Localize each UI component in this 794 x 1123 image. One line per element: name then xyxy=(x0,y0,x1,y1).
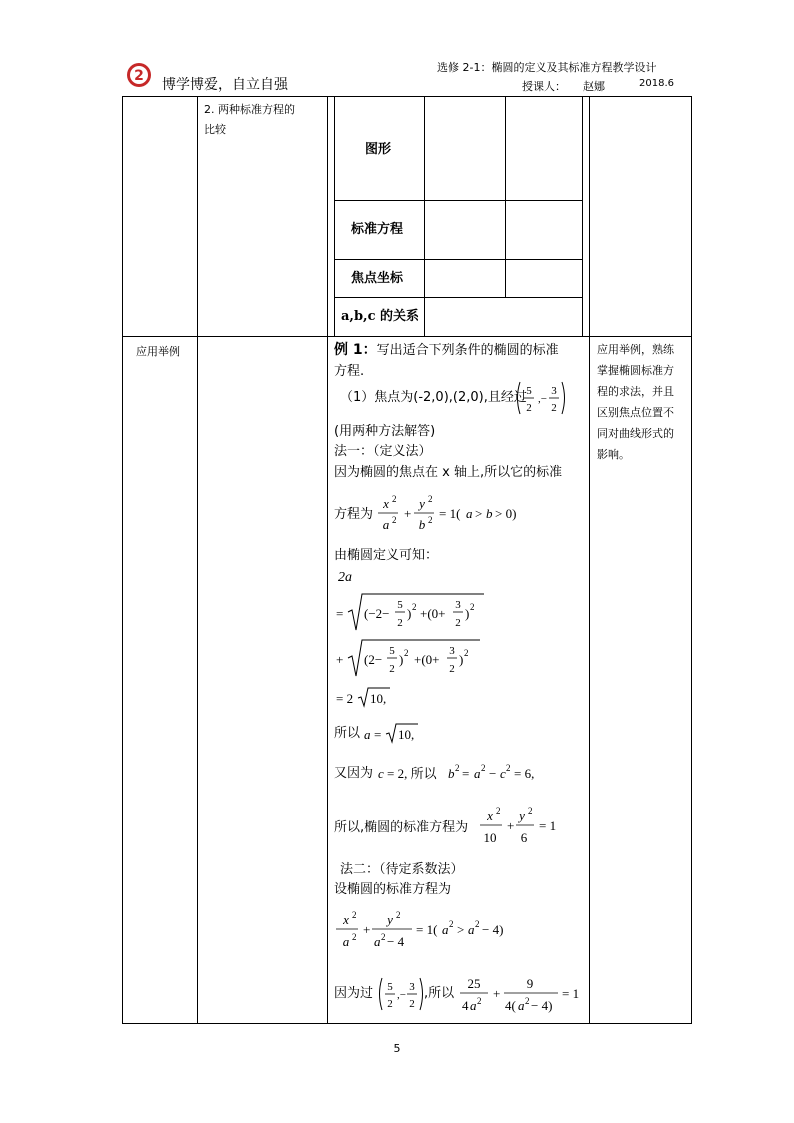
svg-text:+(0+: +(0+ xyxy=(414,652,440,667)
substituted-equation xyxy=(458,972,584,1018)
result-2sqrt10 xyxy=(334,684,424,710)
svg-text:2: 2 xyxy=(392,494,397,504)
svg-text:,−: ,− xyxy=(538,393,547,405)
svg-text:2: 2 xyxy=(387,998,393,1010)
svg-text:6: 6 xyxy=(520,830,528,845)
svg-text:2: 2 xyxy=(481,763,486,773)
svg-text:=: = xyxy=(462,766,470,781)
a-equals-sqrt10 xyxy=(362,720,432,746)
svg-text:+: + xyxy=(336,652,344,667)
svg-text:4: 4 xyxy=(462,998,469,1013)
svg-text:(−2−: (−2− xyxy=(364,606,390,621)
label-focus-coordinates: 焦点坐标 xyxy=(351,271,404,286)
example-title-line2: 方程. xyxy=(334,364,365,379)
svg-text:2: 2 xyxy=(449,919,454,929)
math-2a: 2a xyxy=(338,570,352,585)
svg-text:25: 25 xyxy=(467,976,481,991)
condition-1: （1）焦点为(-2,0),(2,0),且经过 xyxy=(340,390,527,405)
svg-text:b: b xyxy=(486,506,493,521)
svg-text:= 1: = 1 xyxy=(539,818,557,833)
svg-text:−: − xyxy=(489,766,497,781)
method-two-heading: 法二：（待定系数法） xyxy=(340,862,464,877)
svg-text:= 2, 所以: = 2, 所以 xyxy=(387,766,437,781)
svg-text:x: x xyxy=(343,912,349,927)
svg-text:+(0+: +(0+ xyxy=(420,606,446,621)
section-title-line1: 2. 两种标准方程的 xyxy=(204,103,295,116)
also-prefix: 又因为 xyxy=(334,766,374,781)
svg-text:a: a xyxy=(466,506,473,521)
section-title-line2: 比较 xyxy=(204,123,226,136)
svg-text:2: 2 xyxy=(428,494,433,504)
example-title: 例 1：写出适合下列条件的椭圆的标准 xyxy=(334,342,559,358)
svg-text:3: 3 xyxy=(551,385,557,397)
svg-text:a: a xyxy=(442,922,449,937)
label-abc-relation: a,b,c 的关系 xyxy=(341,309,420,324)
svg-text:2: 2 xyxy=(455,763,460,773)
svg-text:3: 3 xyxy=(455,599,461,611)
pass-prefix: 因为过 xyxy=(334,986,374,1001)
document-date: 2018.6 xyxy=(639,78,674,89)
svg-text:2: 2 xyxy=(475,919,480,929)
svg-text:9: 9 xyxy=(526,976,534,991)
svg-text:=: = xyxy=(374,727,382,742)
document-title: 选修 2-1：椭圆的定义及其标准方程教学设计 xyxy=(437,61,657,74)
c-and-b-values xyxy=(376,758,556,786)
svg-text:2: 2 xyxy=(428,515,433,525)
svg-text:2: 2 xyxy=(506,763,511,773)
school-motto: 博学博爱，自立自强 xyxy=(162,77,288,93)
focus-axis-statement: 因为椭圆的焦点在 x 轴上,所以它的标准 xyxy=(334,465,563,480)
svg-text:= 1(: = 1( xyxy=(416,922,438,937)
svg-text:2: 2 xyxy=(464,648,469,658)
svg-text:5: 5 xyxy=(387,981,393,993)
svg-text:= 1(: = 1( xyxy=(439,506,461,521)
svg-text:a: a xyxy=(518,998,525,1013)
assumed-equation xyxy=(334,908,524,954)
svg-text:2: 2 xyxy=(551,402,557,414)
svg-text:+: + xyxy=(404,506,412,521)
svg-text:= 2: = 2 xyxy=(336,691,354,706)
svg-text:): ) xyxy=(465,606,470,621)
svg-text:c: c xyxy=(500,766,506,781)
svg-text:2: 2 xyxy=(477,996,482,1006)
svg-text:3: 3 xyxy=(449,645,455,657)
teacher-name: 赵娜 xyxy=(583,80,605,93)
svg-text:a: a xyxy=(374,934,381,949)
svg-text:): ) xyxy=(407,606,412,621)
svg-text:2: 2 xyxy=(381,932,386,942)
page-number: 5 xyxy=(393,1042,401,1055)
category-application: 应用举例 xyxy=(136,345,180,358)
svg-text:2: 2 xyxy=(496,806,501,816)
svg-text:2: 2 xyxy=(404,648,409,658)
svg-text:− 4: − 4 xyxy=(387,934,405,949)
svg-text:2: 2 xyxy=(528,806,533,816)
svg-text:5: 5 xyxy=(526,385,532,397)
svg-text:x: x xyxy=(487,808,493,823)
svg-text:2: 2 xyxy=(389,663,395,675)
svg-text:c: c xyxy=(378,766,384,781)
svg-text:− 4): − 4) xyxy=(531,998,553,1013)
svg-text:>: > xyxy=(457,922,465,937)
svg-text:2: 2 xyxy=(352,910,357,920)
svg-text:b: b xyxy=(418,517,426,532)
svg-text:+: + xyxy=(507,818,515,833)
svg-text:+: + xyxy=(493,986,501,1001)
svg-text:y: y xyxy=(387,912,393,927)
point-fraction-2 xyxy=(376,976,426,1012)
distance-term-1 xyxy=(334,590,494,638)
result-intro: 所以,椭圆的标准方程为 xyxy=(334,820,469,835)
svg-text:a: a xyxy=(382,517,390,532)
distance-term-2 xyxy=(334,636,494,684)
label-graph: 图形 xyxy=(365,142,392,157)
svg-text:>: > xyxy=(475,506,483,521)
method-one-heading: 法一：（定义法） xyxy=(334,444,432,459)
svg-text:2: 2 xyxy=(525,996,530,1006)
svg-text:5: 5 xyxy=(389,645,395,657)
svg-text:y: y xyxy=(419,496,425,511)
svg-text:x: x xyxy=(383,496,389,511)
standard-form-equation xyxy=(376,492,526,536)
svg-text:10,: 10, xyxy=(370,691,387,706)
svg-text:2: 2 xyxy=(134,68,144,84)
definition-statement: 由椭圆定义可知： xyxy=(334,548,439,563)
svg-text:− 4): − 4) xyxy=(482,922,504,937)
svg-text:2: 2 xyxy=(397,617,403,629)
svg-text:=: = xyxy=(336,606,344,621)
svg-text:2: 2 xyxy=(352,932,357,942)
svg-text:= 6,: = 6, xyxy=(514,766,535,781)
svg-text:a: a xyxy=(342,934,350,949)
svg-text:= 1: = 1 xyxy=(562,986,580,1001)
svg-text:5: 5 xyxy=(397,599,403,611)
svg-text:(2−: (2− xyxy=(364,652,383,667)
svg-text:4(: 4( xyxy=(505,998,516,1013)
pass-mid: ,所以 xyxy=(424,986,455,1001)
svg-text:2: 2 xyxy=(412,602,417,612)
set-equation-statement: 设椭圆的标准方程为 xyxy=(334,882,452,897)
header-rule xyxy=(122,96,692,97)
method-note: (用两种方法解答) xyxy=(334,424,436,439)
svg-text:+: + xyxy=(363,922,371,937)
svg-text:y: y xyxy=(519,808,525,823)
svg-text:): ) xyxy=(399,652,404,667)
teacher-label: 授课人： xyxy=(522,80,566,93)
svg-text:a: a xyxy=(468,922,475,937)
svg-text:2: 2 xyxy=(449,663,455,675)
svg-text:2: 2 xyxy=(409,998,415,1010)
equation-intro: 方程为 xyxy=(334,507,374,522)
svg-text:): ) xyxy=(459,652,464,667)
svg-text:2: 2 xyxy=(526,402,532,414)
point-fraction-1 xyxy=(514,380,568,416)
label-standard-equation: 标准方程 xyxy=(351,222,404,237)
svg-text:a: a xyxy=(364,727,371,742)
svg-text:> 0): > 0) xyxy=(495,506,517,521)
svg-text:2: 2 xyxy=(392,515,397,525)
svg-text:10,: 10, xyxy=(398,727,415,742)
result-equation xyxy=(478,804,568,850)
so-a-prefix: 所以 xyxy=(334,726,361,741)
school-logo-icon xyxy=(126,62,152,88)
svg-text:a: a xyxy=(474,766,481,781)
svg-text:b: b xyxy=(448,766,455,781)
svg-text:2: 2 xyxy=(455,617,461,629)
svg-text:2: 2 xyxy=(396,910,401,920)
svg-text:10: 10 xyxy=(483,830,497,845)
svg-text:3: 3 xyxy=(409,981,415,993)
svg-text:a: a xyxy=(470,998,477,1013)
svg-text:,−: ,− xyxy=(397,989,406,1001)
svg-text:2: 2 xyxy=(470,602,475,612)
